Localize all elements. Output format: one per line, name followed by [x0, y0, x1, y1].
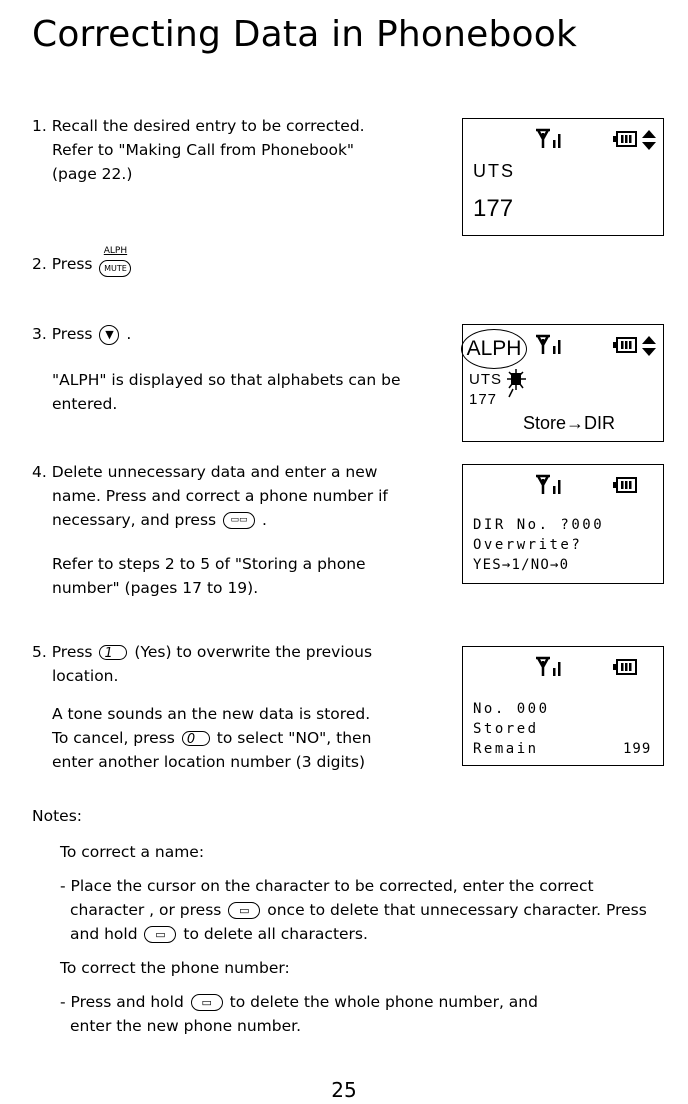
lcd-display-4: [462, 646, 664, 766]
step-1-line-3: (page 22.): [52, 165, 133, 183]
lcd-2-line-2: 177: [469, 391, 498, 408]
down-key-icon: [99, 325, 119, 345]
up-down-arrows-icon: [641, 129, 657, 152]
step-5-after-key: (Yes) to overwrite the previous: [134, 643, 373, 661]
step-3-line-2: entered.: [52, 395, 118, 413]
up-down-arrows-icon: [641, 335, 657, 358]
antenna-signal-icon: [535, 333, 565, 362]
clear-key-icon: [228, 902, 260, 919]
step-4-refer-1: Refer to steps 2 to 5 of "Storing a phone: [52, 555, 366, 573]
step-4-press-text: necessary, and press: [52, 511, 217, 529]
step-3-text: 3. Press: [32, 325, 93, 343]
lcd-display-3: [462, 464, 664, 584]
notes-phone-line-2: enter the new phone number.: [70, 1017, 302, 1035]
notes-heading: Notes:: [32, 807, 82, 825]
key-0-glyph: 0: [186, 732, 196, 747]
battery-icon: [613, 659, 637, 679]
notes-name-line-3: [70, 922, 368, 946]
phonebook-key-icon: [223, 512, 255, 529]
clear-key-icon: [144, 926, 176, 943]
notes-name-line-2-pre: character , or press: [70, 901, 222, 919]
notes-phone-line-1: [60, 990, 538, 1014]
step-1-line-1: 1. Recall the desired entry to be corrected.: [32, 117, 365, 135]
lcd-4-line-1: No. 000: [473, 701, 550, 717]
key-1-glyph: 1: [104, 646, 113, 661]
lcd-display-2: [462, 324, 664, 442]
battery-icon: [613, 131, 637, 151]
step-5-last: enter another location number (3 digits): [52, 753, 365, 771]
lcd-4-line-3: Remain: [473, 741, 539, 757]
step-4-line-1: 4. Delete unnecessary data and enter a new: [32, 463, 378, 481]
lcd-1-line-1: UTS: [473, 161, 515, 181]
alph-key-label: ALPH: [103, 246, 128, 256]
lcd-4-count: 199: [623, 741, 652, 757]
clear-key-glyph: ▭: [155, 928, 166, 941]
down-key-glyph: ▼: [105, 327, 114, 341]
step-4-after: .: [262, 511, 267, 529]
key-1-icon: [99, 645, 127, 660]
step-4-refer-2: number" (pages 17 to 19).: [52, 579, 259, 597]
page-title: Correcting Data in Phonebook: [32, 14, 578, 55]
notes-name-line-2: [70, 898, 647, 922]
step-4: [32, 460, 388, 600]
antenna-signal-icon: [535, 655, 565, 684]
step-5-text: 5. Press: [32, 643, 93, 661]
page-number: 25: [331, 1078, 357, 1102]
phonebook-key-glyph: ▭▭: [230, 515, 248, 525]
alph-indicator: ALPH: [461, 329, 527, 369]
antenna-signal-icon: [535, 127, 565, 156]
step-1: [32, 114, 365, 186]
lcd-4-line-2: Stored: [473, 721, 539, 737]
clear-key-glyph: ▭: [239, 904, 250, 917]
step-3-line-1: "ALPH" is displayed so that alphabets can be: [52, 371, 401, 389]
lcd-3-line-1: DIR No. ?000: [473, 517, 605, 533]
notes-name-heading: To correct a name:: [60, 843, 205, 861]
mute-key-label: MUTE: [104, 264, 127, 273]
step-5-line-2: location.: [52, 667, 119, 685]
battery-icon: [613, 337, 637, 357]
step-1-line-2: Refer to "Making Call from Phonebook": [52, 141, 355, 159]
lcd-display-1: [462, 118, 664, 236]
step-5: [32, 640, 372, 774]
step-4-line-2: name. Press and correct a phone number if: [52, 487, 388, 505]
notes-name-line-3-post: to delete all characters.: [183, 925, 368, 943]
step-5-tone: A tone sounds an the new data is stored.: [52, 705, 371, 723]
lcd-2-line-3: Store→DIR: [523, 413, 616, 433]
lcd-3-line-2: Overwrite?: [473, 537, 583, 553]
notes-name-line-3-pre: and hold: [70, 925, 138, 943]
notes-name-line-2-post: once to delete that unnecessary character. Press: [267, 901, 647, 919]
notes-phone-line-1-post: to delete the whole phone number, and: [229, 993, 538, 1011]
clear-key-icon: [191, 994, 223, 1011]
mute-key-icon: [99, 246, 131, 277]
lcd-3-line-3: YES→1/NO→0: [473, 557, 570, 573]
step-2: [32, 246, 133, 277]
antenna-signal-icon: [535, 473, 565, 502]
step-3: [32, 322, 401, 416]
notes-phone-heading: To correct the phone number:: [60, 959, 290, 977]
lcd-2-line-1: UTS: [469, 371, 502, 388]
step-5-cancel-pre: To cancel, press: [52, 729, 175, 747]
notes-phone-line-1-pre: - Press and hold: [60, 993, 184, 1011]
notes-name-line-1: - Place the cursor on the character to be corrected, enter the correct: [60, 877, 594, 895]
step-5-cancel-post: to select "NO", then: [216, 729, 372, 747]
key-0-icon: [182, 731, 210, 746]
lcd-1-line-2: 177: [473, 195, 514, 222]
step-3-after: .: [126, 325, 132, 343]
block-cursor-icon: [505, 369, 529, 403]
battery-icon: [613, 477, 637, 497]
clear-key-glyph: ▭: [201, 996, 212, 1009]
step-2-text: 2. Press: [32, 255, 93, 273]
